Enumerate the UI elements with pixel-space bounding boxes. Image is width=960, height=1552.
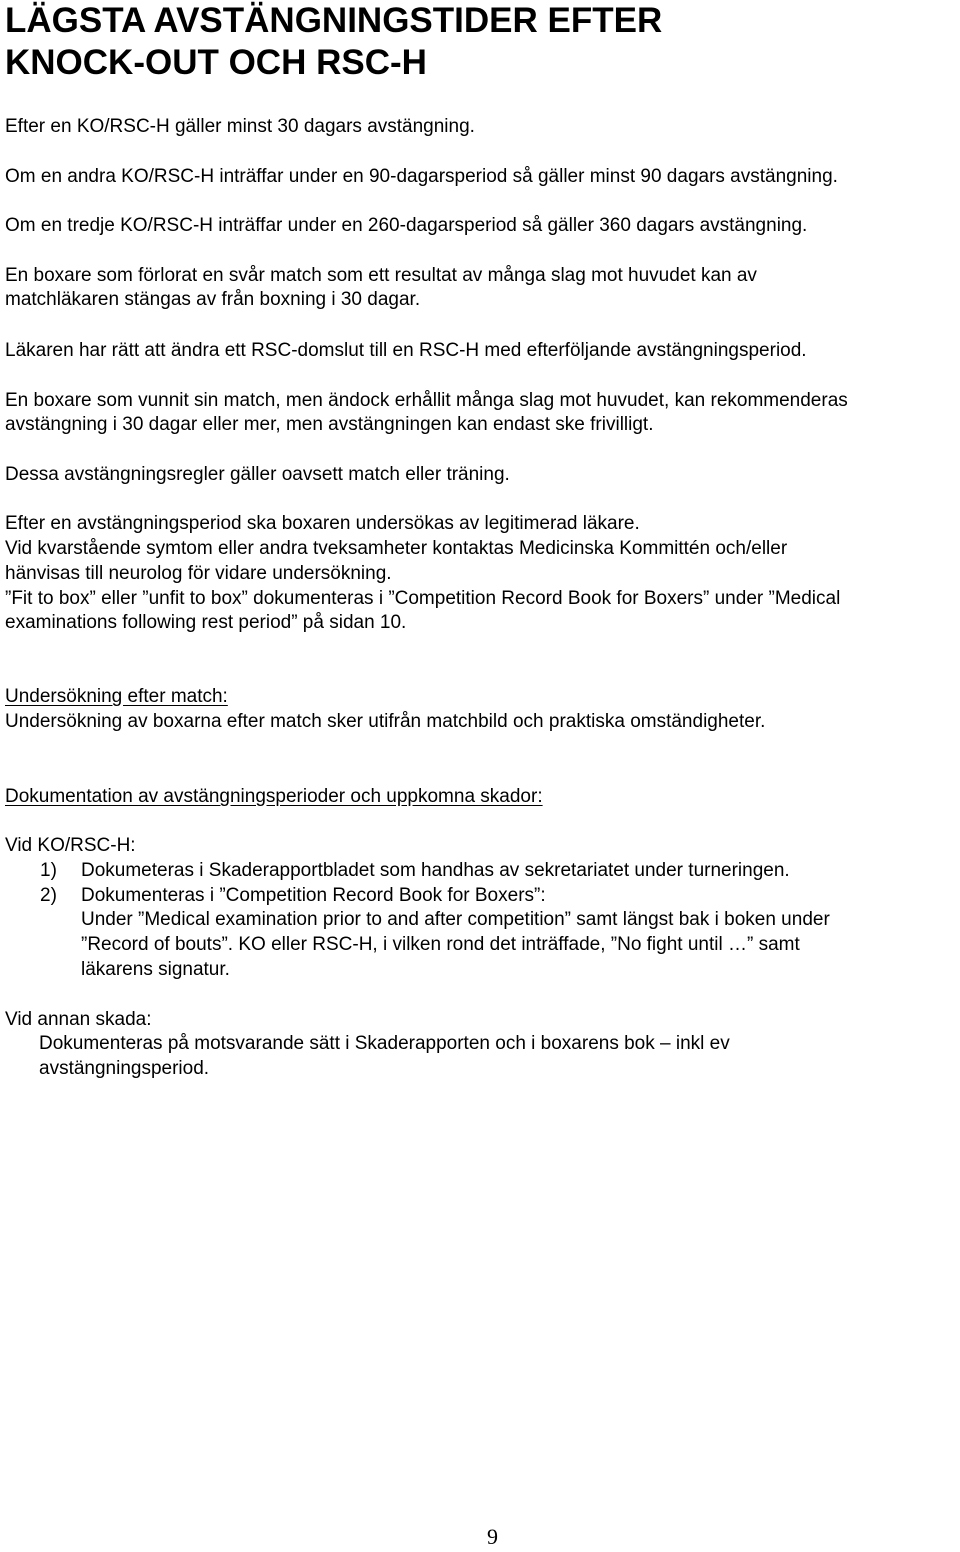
list-item-2-continuation-2: ”Record of bouts”. KO eller RSC-H, i vilken rond det inträffade, ”No fight until …” samt bbox=[81, 934, 800, 955]
other-injury-label: Vid annan skada: bbox=[5, 1009, 152, 1030]
section-heading-documentation: Dokumentation av avstängningsperioder och uppkomna skador: bbox=[5, 786, 543, 807]
section-heading-exam: Undersökning efter match: bbox=[5, 686, 228, 707]
title-line-1: LÄGSTA AVSTÄNGNINGSTIDER EFTER bbox=[5, 1, 663, 40]
section-exam-text: Undersökning av boxarna efter match sker utifrån matchbild och praktiska omständigheter. bbox=[5, 711, 766, 732]
page-number: 9 bbox=[487, 1524, 498, 1549]
paragraph-doctor-rights: Läkaren har rätt att ändra ett RSC-domslut till en RSC-H med efterföljande avstängningsperiod. bbox=[5, 340, 807, 361]
paragraph-examination-line-5: examinations following rest period” på sidan 10. bbox=[5, 612, 407, 633]
other-injury-text-line-2: avstängningsperiod. bbox=[39, 1058, 210, 1079]
paragraph-lost-match-line-1: En boxare som förlorat en svår match som ett resultat av många slag mot huvudet kan av bbox=[5, 265, 757, 286]
list-item-1-text: Dokumeteras i Skaderapportbladet som handhas av sekretariatet under turneringen. bbox=[81, 860, 790, 881]
list-item-2-number: 2) bbox=[40, 885, 57, 906]
paragraph-third-ko: Om en tredje KO/RSC-H inträffar under en 260-dagarsperiod så gäller 360 dagars avstängning. bbox=[5, 215, 808, 236]
list-item-2-continuation-3: läkarens signatur. bbox=[81, 959, 230, 980]
other-injury-text-line-1: Dokumenteras på motsvarande sätt i Skaderapporten och i boxarens bok – inkl ev bbox=[39, 1033, 730, 1054]
paragraph-examination-line-1: Efter en avstängningsperiod ska boxaren undersökas av legitimerad läkare. bbox=[5, 513, 640, 534]
paragraph-winner-line-2: avstängning i 30 dagar eller mer, men avstängningen kan endast ske frivilligt. bbox=[5, 414, 654, 435]
paragraph-rules-apply: Dessa avstängningsregler gäller oavsett match eller träning. bbox=[5, 464, 510, 485]
ko-rsc-label: Vid KO/RSC-H: bbox=[5, 835, 136, 856]
paragraph-examination-line-2: Vid kvarstående symtom eller andra tveksamheter kontaktas Medicinska Kommittén och/eller bbox=[5, 538, 788, 559]
paragraph-examination-line-4: ”Fit to box” eller ”unfit to box” dokumenteras i ”Competition Record Book for Boxers” under ”Medical bbox=[5, 588, 841, 609]
list-item-2-text: Dokumenteras i ”Competition Record Book for Boxers”: bbox=[81, 885, 546, 906]
list-item-2-continuation-1: Under ”Medical examination prior to and after competition” samt längst bak i boken under bbox=[81, 909, 830, 930]
page-title bbox=[5, 0, 662, 84]
paragraph-lost-match-line-2: matchläkaren stängas av från boxning i 30 dagar. bbox=[5, 289, 421, 310]
list-item-1-number: 1) bbox=[40, 860, 57, 881]
paragraph-winner-line-1: En boxare som vunnit sin match, men ändock erhållit många slag mot huvudet, kan rekommenderas bbox=[5, 390, 848, 411]
title-line-2: KNOCK-OUT OCH RSC-H bbox=[5, 43, 427, 82]
paragraph-min-30-days: Efter en KO/RSC-H gäller minst 30 dagars avstängning. bbox=[5, 116, 475, 137]
paragraph-second-ko: Om en andra KO/RSC-H inträffar under en 90-dagarsperiod så gäller minst 90 dagars avstängning. bbox=[5, 166, 838, 187]
paragraph-examination-line-3: hänvisas till neurolog för vidare undersökning. bbox=[5, 563, 392, 584]
